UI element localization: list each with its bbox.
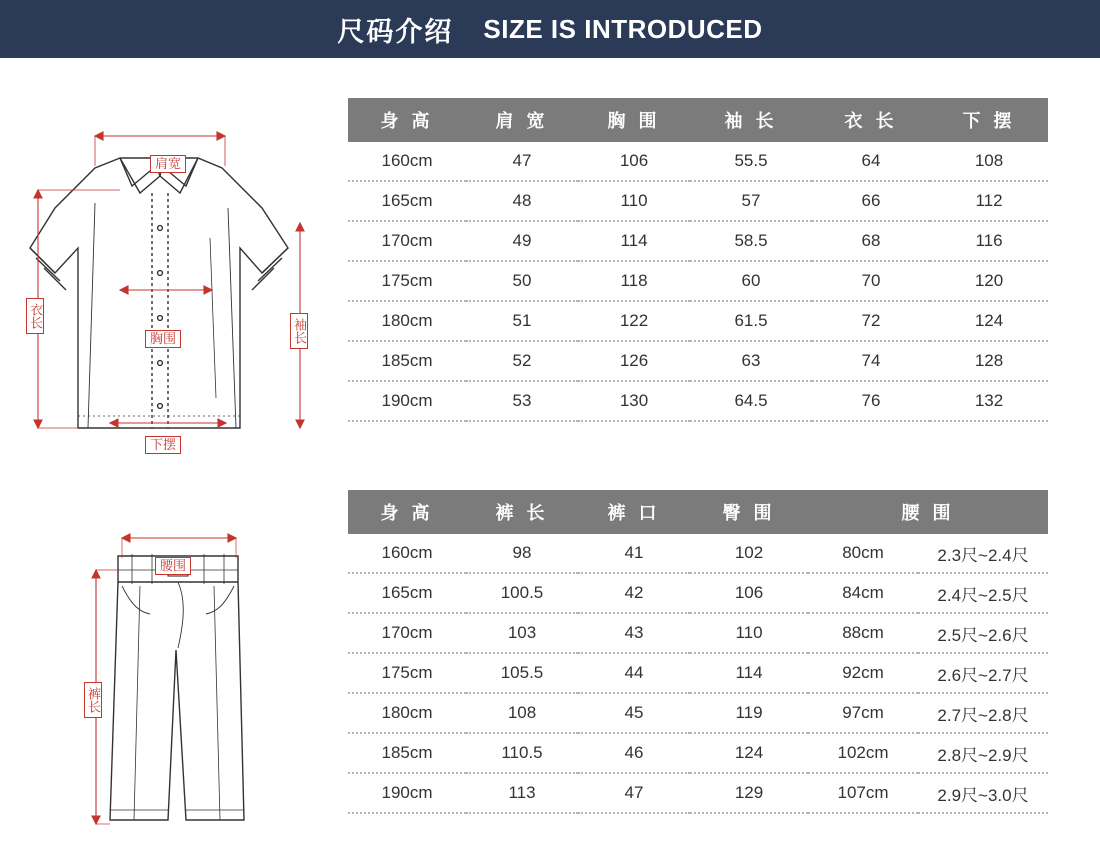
- cell: 43: [578, 613, 690, 653]
- page-title-cn: 尺码介绍: [337, 16, 454, 47]
- cell: 160cm: [348, 142, 466, 181]
- cell: 61.5: [690, 301, 812, 341]
- cell: 130: [578, 381, 690, 421]
- table-header-row: [348, 98, 1048, 142]
- table-row: [348, 573, 1048, 613]
- page-header: [0, 0, 1100, 58]
- jacket-header-sleeve: 袖 长: [690, 98, 812, 142]
- table-header-row: [348, 490, 1048, 534]
- cell: 49: [466, 221, 578, 261]
- cell: 124: [690, 733, 808, 773]
- jacket-section: [0, 98, 1058, 453]
- cell: 63: [690, 341, 812, 381]
- cell: 55.5: [690, 142, 812, 181]
- cell: 180cm: [348, 301, 466, 341]
- jacket-header-chest: 胸 围: [578, 98, 690, 142]
- cell: 129: [690, 773, 808, 813]
- cell: 44: [578, 653, 690, 693]
- trousers-header-opening: 裤 口: [578, 490, 690, 534]
- cell: 64: [812, 142, 930, 181]
- cell: 102cm: [808, 733, 918, 773]
- jacket-label-sleeve: 袖长: [290, 313, 308, 349]
- cell: 53: [466, 381, 578, 421]
- trousers-figure: [0, 490, 340, 843]
- jacket-header-hem: 下 摆: [930, 98, 1048, 142]
- cell: 58.5: [690, 221, 812, 261]
- cell: 112: [930, 181, 1048, 221]
- cell: 41: [578, 534, 690, 573]
- table-row: [348, 653, 1048, 693]
- jacket-label-length: 衣长: [26, 298, 44, 334]
- cell: 120: [930, 261, 1048, 301]
- cell: 42: [578, 573, 690, 613]
- cell: 118: [578, 261, 690, 301]
- table-row: [348, 301, 1048, 341]
- cell: 180cm: [348, 693, 466, 733]
- trousers-diagram: [0, 490, 340, 838]
- cell: 102: [690, 534, 808, 573]
- cell: 175cm: [348, 261, 466, 301]
- cell: 64.5: [690, 381, 812, 421]
- cell: 116: [930, 221, 1048, 261]
- cell: 119: [690, 693, 808, 733]
- cell: 76: [812, 381, 930, 421]
- cell: 170cm: [348, 221, 466, 261]
- cell: 70: [812, 261, 930, 301]
- trousers-label-waist: 腰围: [155, 557, 191, 575]
- cell: 110: [690, 613, 808, 653]
- table-row: [348, 381, 1048, 421]
- cell: 100.5: [466, 573, 578, 613]
- cell: 45: [578, 693, 690, 733]
- page-title-en: SIZE IS INTRODUCED: [483, 13, 763, 44]
- cell: 110.5: [466, 733, 578, 773]
- cell: 106: [578, 142, 690, 181]
- jacket-header-shoulder: 肩 宽: [466, 98, 578, 142]
- table-row: [348, 142, 1048, 181]
- jacket-size-table: [348, 98, 1048, 422]
- cell: 124: [930, 301, 1048, 341]
- cell: 128: [930, 341, 1048, 381]
- jacket-size-table-wrap: [348, 98, 1058, 422]
- cell: 2.6尺~2.7尺: [918, 653, 1048, 693]
- cell: 108: [466, 693, 578, 733]
- trousers-header-length: 裤 长: [466, 490, 578, 534]
- cell: 52: [466, 341, 578, 381]
- cell: 185cm: [348, 341, 466, 381]
- cell: 2.8尺~2.9尺: [918, 733, 1048, 773]
- table-row: [348, 261, 1048, 301]
- cell: 84cm: [808, 573, 918, 613]
- table-row: [348, 534, 1048, 573]
- cell: 126: [578, 341, 690, 381]
- cell: 46: [578, 733, 690, 773]
- cell: 160cm: [348, 534, 466, 573]
- table-row: [348, 773, 1048, 813]
- cell: 98: [466, 534, 578, 573]
- page-content: [0, 58, 1100, 837]
- table-row: [348, 733, 1048, 773]
- cell: 114: [578, 221, 690, 261]
- cell: 110: [578, 181, 690, 221]
- cell: 50: [466, 261, 578, 301]
- cell: 57: [690, 181, 812, 221]
- cell: 185cm: [348, 733, 466, 773]
- cell: 106: [690, 573, 808, 613]
- cell: 132: [930, 381, 1048, 421]
- cell: 165cm: [348, 181, 466, 221]
- cell: 2.4尺~2.5尺: [918, 573, 1048, 613]
- trousers-header-hip: 臀 围: [690, 490, 808, 534]
- cell: 88cm: [808, 613, 918, 653]
- trousers-size-table: [348, 490, 1048, 814]
- jacket-header-height: 身 高: [348, 98, 466, 142]
- jacket-label-chest: 胸围: [145, 330, 181, 348]
- trousers-header-height: 身 高: [348, 490, 466, 534]
- cell: 190cm: [348, 773, 466, 813]
- jacket-diagram: [0, 98, 340, 448]
- cell: 122: [578, 301, 690, 341]
- jacket-label-shoulder: 肩宽: [150, 155, 186, 173]
- trousers-label-length: 裤长: [84, 682, 102, 718]
- cell: 47: [578, 773, 690, 813]
- trousers-section: [0, 490, 1058, 843]
- jacket-label-hem: 下摆: [145, 436, 181, 454]
- cell: 170cm: [348, 613, 466, 653]
- table-row: [348, 341, 1048, 381]
- cell: 2.9尺~3.0尺: [918, 773, 1048, 813]
- cell: 48: [466, 181, 578, 221]
- cell: 51: [466, 301, 578, 341]
- cell: 107cm: [808, 773, 918, 813]
- table-row: [348, 613, 1048, 653]
- table-row: [348, 221, 1048, 261]
- trousers-size-table-wrap: [348, 490, 1058, 814]
- cell: 72: [812, 301, 930, 341]
- trousers-header-waist: 腰 围: [808, 490, 1048, 534]
- jacket-header-length: 衣 长: [812, 98, 930, 142]
- cell: 113: [466, 773, 578, 813]
- cell: 60: [690, 261, 812, 301]
- cell: 2.5尺~2.6尺: [918, 613, 1048, 653]
- cell: 74: [812, 341, 930, 381]
- table-row: [348, 693, 1048, 733]
- cell: 97cm: [808, 693, 918, 733]
- cell: 175cm: [348, 653, 466, 693]
- cell: 2.3尺~2.4尺: [918, 534, 1048, 573]
- table-row: [348, 181, 1048, 221]
- cell: 66: [812, 181, 930, 221]
- cell: 80cm: [808, 534, 918, 573]
- cell: 114: [690, 653, 808, 693]
- cell: 108: [930, 142, 1048, 181]
- cell: 190cm: [348, 381, 466, 421]
- cell: 68: [812, 221, 930, 261]
- cell: 92cm: [808, 653, 918, 693]
- cell: 2.7尺~2.8尺: [918, 693, 1048, 733]
- cell: 47: [466, 142, 578, 181]
- cell: 105.5: [466, 653, 578, 693]
- jacket-figure: [0, 98, 340, 453]
- cell: 103: [466, 613, 578, 653]
- cell: 165cm: [348, 573, 466, 613]
